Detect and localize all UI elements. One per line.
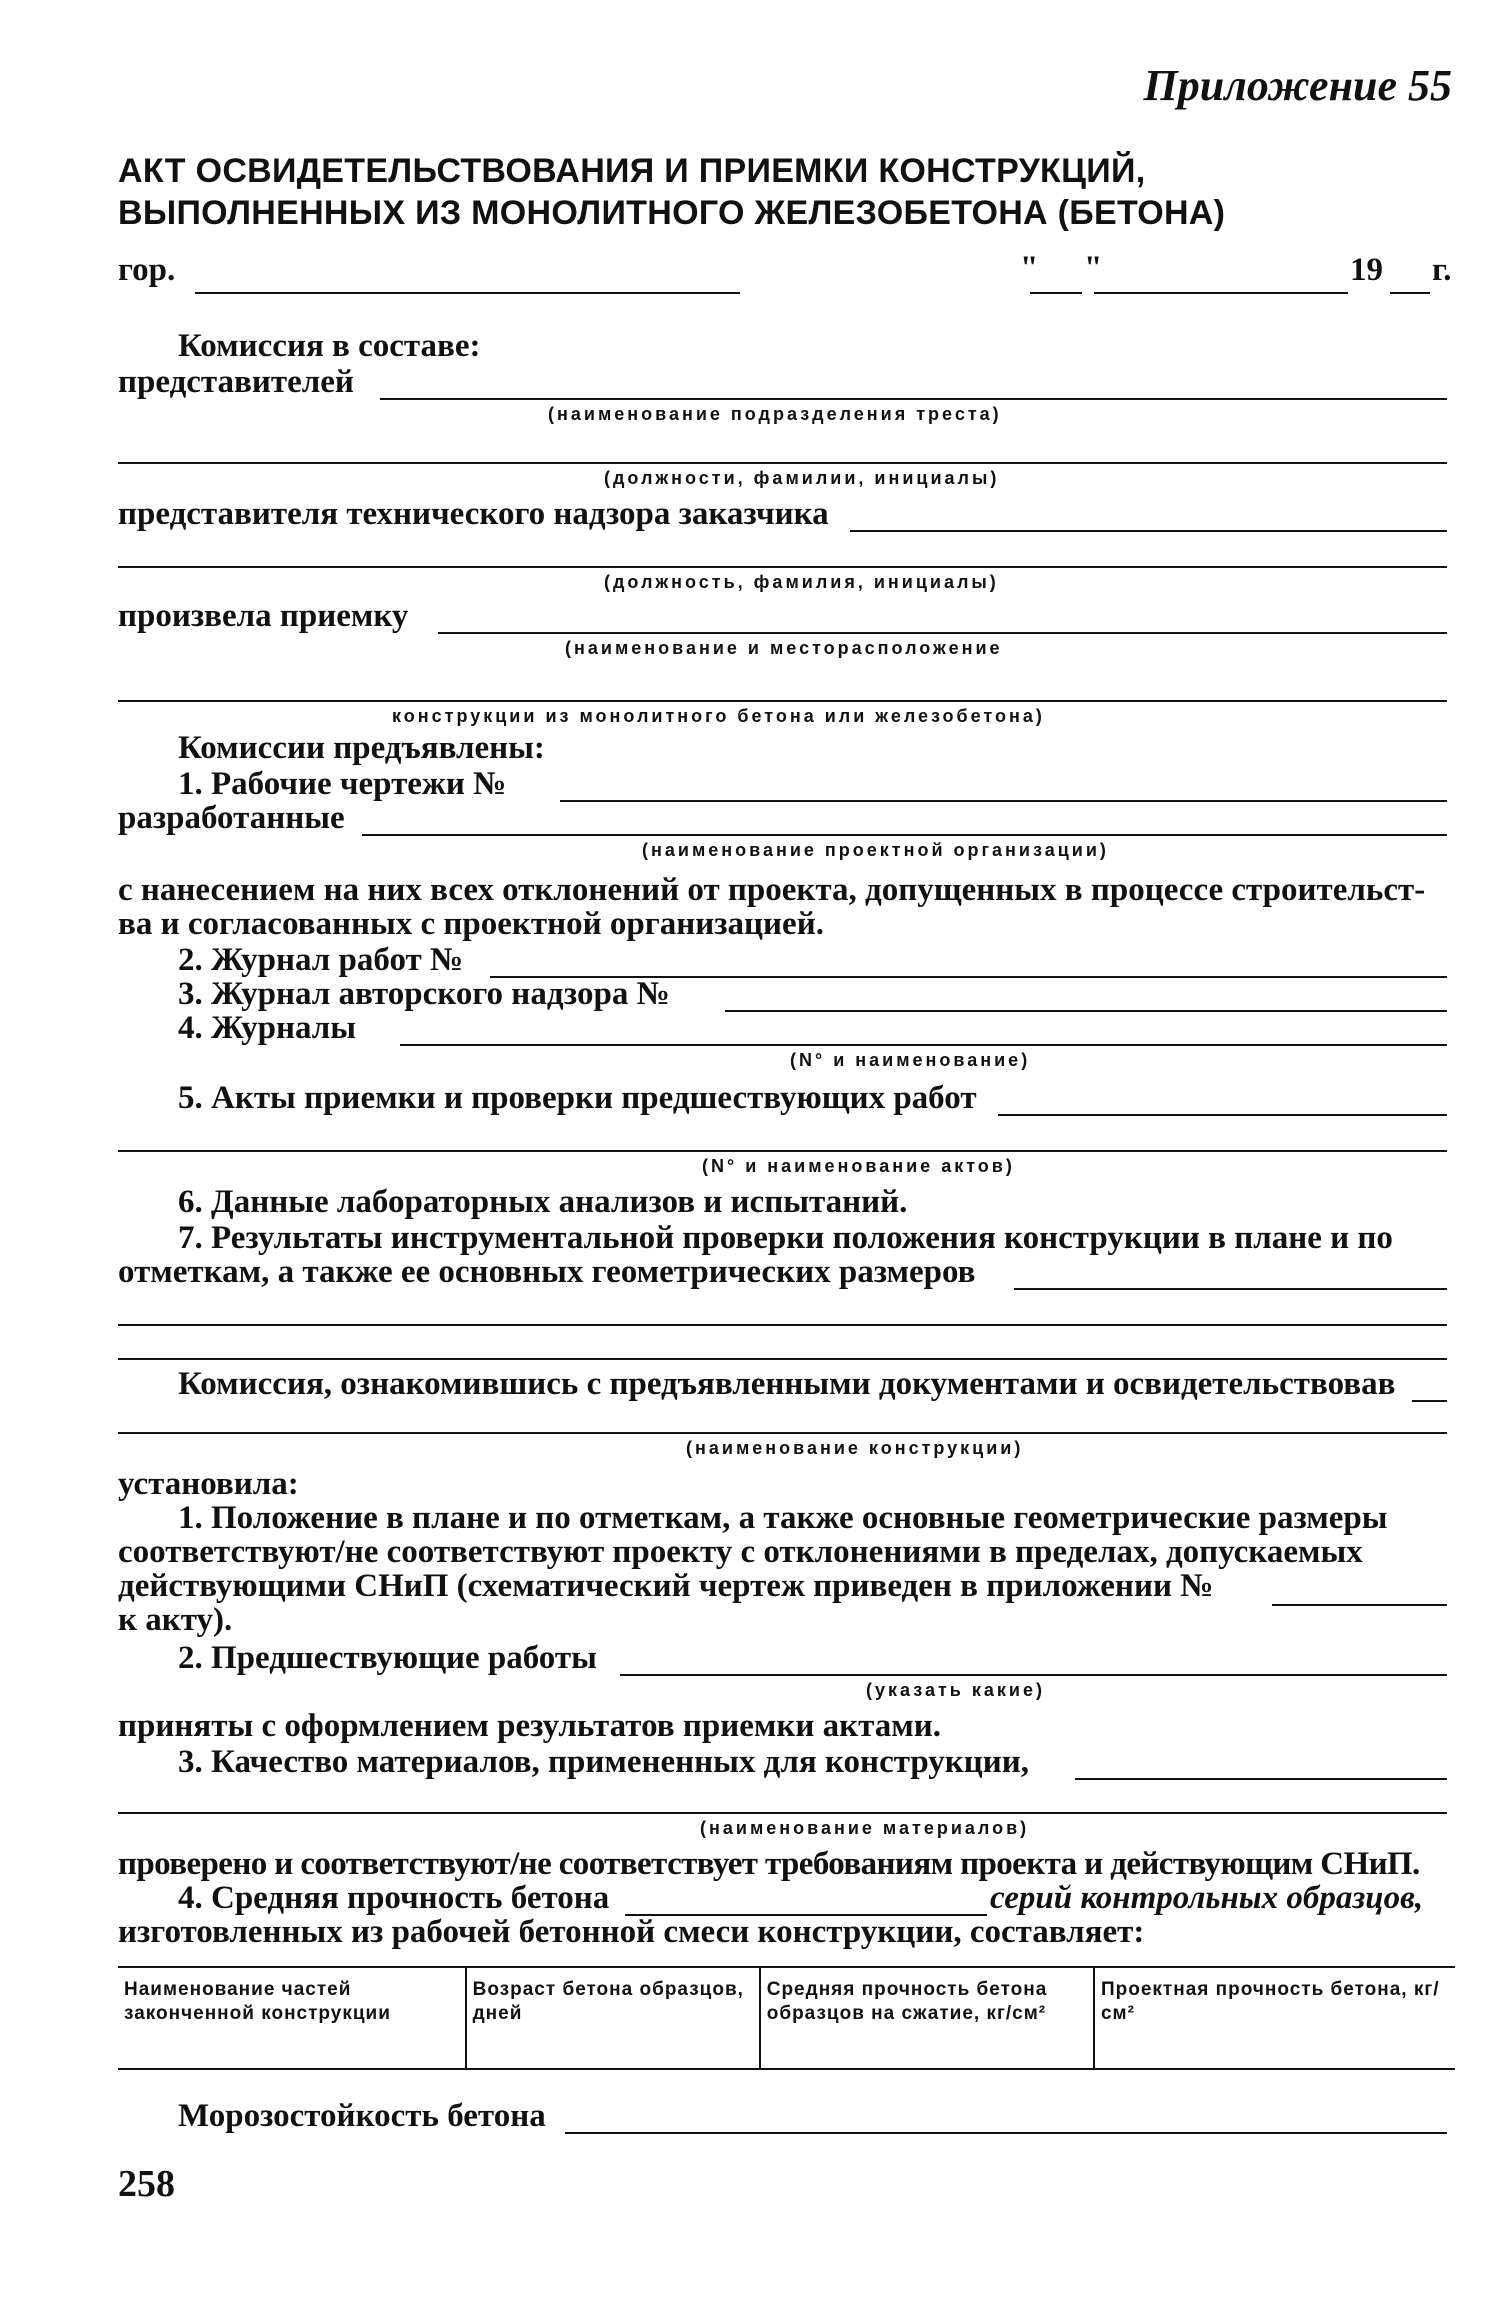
established-1-line-3: действующими СНиП (схематический чертеж приведен в приложении № [118, 1568, 1214, 1604]
representatives-label: представителей [118, 364, 354, 400]
reviewed-field-2[interactable] [118, 1432, 1447, 1434]
developed-field[interactable] [362, 834, 1447, 836]
caption-construction-name: (наименование конструкции) [686, 1438, 1024, 1458]
page-number: 258 [118, 2163, 175, 2205]
established-label: установила: [118, 1466, 299, 1502]
caption-name-location: (наименование и месторасположение [565, 638, 1003, 658]
materials-field[interactable] [1075, 1778, 1447, 1780]
previous-works-field[interactable] [620, 1674, 1447, 1676]
established-3: 3. Качество материалов, примененных для конструкции, [178, 1744, 1030, 1780]
year-field[interactable] [1390, 292, 1430, 294]
date-month-field[interactable] [1094, 292, 1348, 294]
item-1-drawings: 1. Рабочие чертежи № [178, 766, 507, 802]
caption-position-single: (должность, фамилия, инициалы) [604, 572, 999, 592]
tech-supervision-field[interactable] [850, 530, 1447, 532]
year-prefix: 19 [1350, 252, 1383, 288]
caption-construction-type: конструкции из монолитного бетона или железобетона) [392, 706, 1045, 726]
established-4-part-2: серий контрольных образцов, [990, 1880, 1424, 1916]
caption-number-name-acts: (N° и наименование актов) [702, 1156, 1015, 1176]
city-label: гор. [118, 252, 176, 288]
established-1-line-4: к акту). [118, 1602, 233, 1638]
presented-label: Комиссии предъявлены: [178, 730, 545, 766]
frost-label: Морозостойкость бетона [178, 2098, 546, 2134]
caption-design-org: (наименование проектной организации) [642, 840, 1109, 860]
materials-field-2[interactable] [118, 1812, 1447, 1814]
reviewed-field[interactable] [1412, 1400, 1447, 1402]
deviation-line-1: с нанесением на них всех отклонений от проекта, допущенных в процессе строительст- [118, 872, 1426, 908]
item-3-author-journal: 3. Журнал авторского надзора № [178, 976, 670, 1012]
date-quote-close: " [1084, 250, 1103, 286]
year-suffix: г. [1432, 252, 1452, 288]
date-day-field[interactable] [1030, 292, 1082, 294]
item-7-line-1: 7. Результаты инструментальной проверки положения конструкции в плане и по [178, 1220, 1393, 1256]
item-6-lab-data: 6. Данные лабораторных анализов и испытаний. [178, 1184, 908, 1220]
table-header-row [118, 1967, 1455, 2069]
appendix-label: Приложение 55 [1143, 61, 1452, 110]
tech-supervision-field-2[interactable] [118, 566, 1447, 568]
developed-label: разработанные [118, 800, 345, 836]
acts-field[interactable] [998, 1114, 1447, 1116]
city-field[interactable] [195, 292, 740, 294]
caption-number-name: (N° и наименование) [790, 1050, 1031, 1070]
appendix-number-field[interactable] [1272, 1604, 1447, 1606]
established-1-line-2: соответствуют/не соответствуют проекту с отклонениями в пределах, допускаемых [118, 1534, 1363, 1570]
table-header-age: Возраст бетона образцов, дней [466, 1967, 760, 2069]
frost-field[interactable] [565, 2132, 1447, 2134]
table-header-parts: Наименование частей законченной конструкции [118, 1967, 466, 2069]
strength-table [118, 1966, 1455, 2070]
geometry-field-3[interactable] [118, 1358, 1447, 1360]
deviation-line-2: ва и согласованных с проектной организацией. [118, 906, 824, 942]
title-line-2: ВЫПОЛНЕННЫХ ИЗ МОНОЛИТНОГО ЖЕЛЕЗОБЕТОНА (БЕТОНА) [118, 194, 1226, 232]
established-4-line-2: изготовленных из рабочей бетонной смеси конструкции, составляет: [118, 1914, 1145, 1950]
commission-label: Комиссия в составе: [178, 328, 481, 364]
caption-trust-division: (наименование подразделения треста) [548, 404, 1002, 424]
established-1-line-1: 1. Положение в плане и по отметкам, а также основные геометрические размеры [178, 1500, 1388, 1536]
date-quote-open: " [1020, 250, 1039, 286]
caption-positions: (должности, фамилии, инициалы) [604, 468, 1000, 488]
acceptance-label: произвела приемку [118, 598, 409, 634]
geometry-field-2[interactable] [118, 1324, 1447, 1326]
item-4-journals: 4. Журналы [178, 1010, 357, 1046]
drawings-number-field[interactable] [560, 800, 1447, 802]
established-3-line-2: проверено и соответствуют/не соответствует требованиям проекта и действующим СНиП. [118, 1846, 1420, 1882]
representatives-field-2[interactable] [118, 462, 1447, 464]
table-header-avg-strength: Средняя прочность бетона образцов на сжатие, кг/см² [760, 1967, 1094, 2069]
acts-field-2[interactable] [118, 1150, 1447, 1152]
commission-reviewed: Комиссия, ознакомившись с предъявленными документами и освидетельствовав [178, 1366, 1396, 1402]
acceptance-field[interactable] [438, 632, 1447, 634]
title-line-1: АКТ ОСВИДЕТЕЛЬСТВОВАНИЯ И ПРИЕМКИ КОНСТРУКЦИЙ, [118, 152, 1146, 190]
item-2-journal: 2. Журнал работ № [178, 942, 464, 978]
established-2: 2. Предшествующие работы [178, 1640, 597, 1676]
item-7-line-2: отметкам, а также ее основных геометрических размеров [118, 1254, 976, 1290]
geometry-field[interactable] [1014, 1288, 1447, 1290]
journals-field[interactable] [400, 1044, 1447, 1046]
established-4-part-1: 4. Средняя прочность бетона [178, 1880, 610, 1916]
table-header-design-strength: Проектная прочность бетона, кг/см² [1094, 1967, 1455, 2069]
representatives-field[interactable] [380, 398, 1447, 400]
established-2-line-2: приняты с оформлением результатов приемки актами. [118, 1708, 941, 1744]
acceptance-field-2[interactable] [118, 700, 1447, 702]
item-5-acts: 5. Акты приемки и проверки предшествующих работ [178, 1080, 977, 1116]
document-title [118, 150, 1418, 234]
caption-material-name: (наименование материалов) [700, 1818, 1030, 1838]
tech-supervision-label: представителя технического надзора заказчика [118, 496, 829, 532]
author-journal-field[interactable] [725, 1010, 1447, 1012]
caption-specify: (указать какие) [866, 1680, 1045, 1700]
